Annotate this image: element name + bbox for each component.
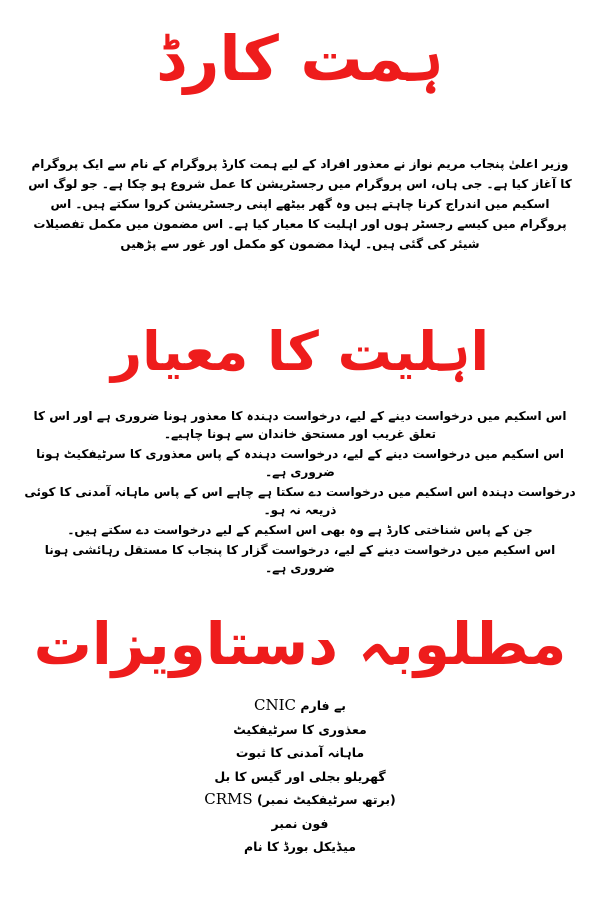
document-item (0, 788, 600, 812)
documents-list (0, 694, 600, 859)
document-item (0, 741, 600, 765)
document-item-urdu: ماہانہ آمدنی کا ثبوت (235, 745, 365, 760)
eligibility-heading: اہلیت کا معیار (111, 320, 489, 383)
document-item (0, 812, 600, 836)
eligibility-item: اس اسکیم میں درخواست دینے کے لیے، درخواست دہندہ کا معذور ہونا ضروری ہے اور اس کا تعلق غریب اور مستحق خاندان سے ہونا چاہیے۔ (33, 409, 567, 441)
eligibility-item: جن کے پاس شناختی کارڈ ہے وہ بھی اس اسکیم کے لیے درخواست دے سکتے ہیں۔ (67, 523, 533, 537)
document-item-latin: CRMS (204, 790, 253, 808)
document-item-urdu: بے فارم (300, 698, 346, 713)
title-heading: ہمت کارڈ (156, 22, 444, 95)
document-item-urdu: فون نمبر (271, 815, 329, 831)
document-item-urdu: میڈیکل بورڈ کا نام (243, 839, 357, 854)
eligibility-item: اس اسکیم میں درخواست دینے کے لیے، درخواست دہندہ کے پاس معذوری کا سرٹیفکیٹ ہونا ضروری ہے۔ (36, 447, 564, 479)
document-item-urdu: (برتھ سرٹیفکیٹ نمبر) (257, 792, 396, 807)
document-item (0, 765, 600, 789)
document-item (0, 835, 600, 859)
document-item-urdu: معذوری کا سرٹیفکیٹ (233, 721, 367, 737)
intro-paragraph: وزیر اعلیٰ پنجاب مریم نواز نے معذور افراد کے لیے ہمت کارڈ پروگرام کے نام سے ایک پروگرام کا آغاز کیا ہے۔ جی ہاں، اس پروگرام میں رجسٹریشن کا عمل شروع ہو چکا ہے۔ جو لوگ اس اسکیم میں اندراج کرنا چاہتے ہیں وہ گھر بیٹھے اپنی رجسٹریشن کروا سکتے ہیں۔ اس پروگرام میں کیسے رجسٹر ہوں اور اہلیت کا معیار کیا ہے۔ اس مضمون میں مکمل تفصیلات شیئر کی گئی ہیں۔ لہذا مضمون کو مکمل اور غور سے پڑھیں (28, 157, 572, 251)
document-item (0, 718, 600, 742)
eligibility-item: درخواست دہندہ اس اسکیم میں درخواست دے سکتا ہے چاہے اس کے پاس ماہانہ آمدنی کا کوئی ذریعہ نہ ہو۔ (24, 485, 576, 517)
document-item (0, 694, 600, 718)
document-item-latin: CNIC (254, 696, 297, 714)
eligibility-item: اس اسکیم میں درخواست دینے کے لیے، درخواست گزار کا پنجاب کا مستقل رہائشی ہونا ضروری ہے۔ (44, 543, 556, 575)
documents-heading: مطلوبہ دستاویزات (33, 610, 567, 678)
document-item-urdu: گھریلو بجلی اور گیس کا بل (214, 768, 386, 784)
eligibility-list (24, 407, 576, 579)
